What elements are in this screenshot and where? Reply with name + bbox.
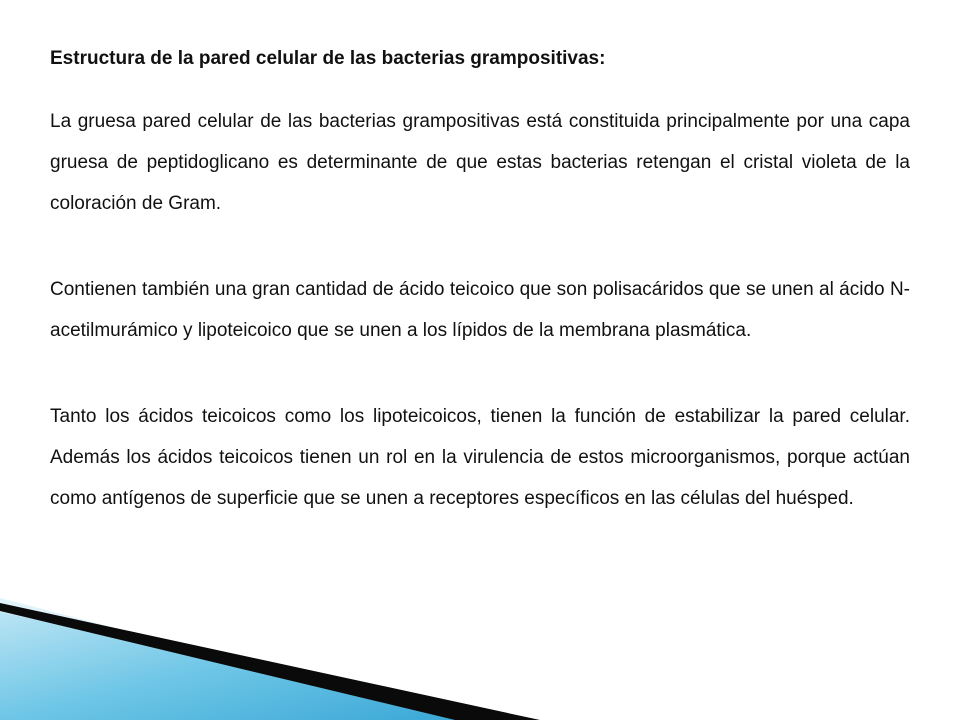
- slide-title: Estructura de la pared celular de las bacterias grampositivas:: [50, 48, 606, 69]
- paragraph-teichoic-acid: Contienen también una gran cantidad de ácido teicoico que son polisacáridos que se unen al ácido N-acetilmurámico y lipoteicoico que se unen a los lípidos de la membrana plasmática.: [50, 279, 910, 341]
- text-content: [50, 44, 910, 519]
- paragraph-function: Tanto los ácidos teicoicos como los lipoteicoicos, tienen la función de estabilizar la pared celular. Además los ácidos teicoicos tienen un rol en la virulencia de estos microorganismos, porque actúan como antígenos de superficie que se unen a receptores específicos en las células del huésped.: [50, 406, 910, 509]
- paragraph-cell-wall: La gruesa pared celular de las bacterias grampositivas está constituida principalmente por una capa gruesa de peptidoglicano es determinante de que estas bacterias retengan el cristal violeta de la coloración de Gram.: [50, 111, 910, 214]
